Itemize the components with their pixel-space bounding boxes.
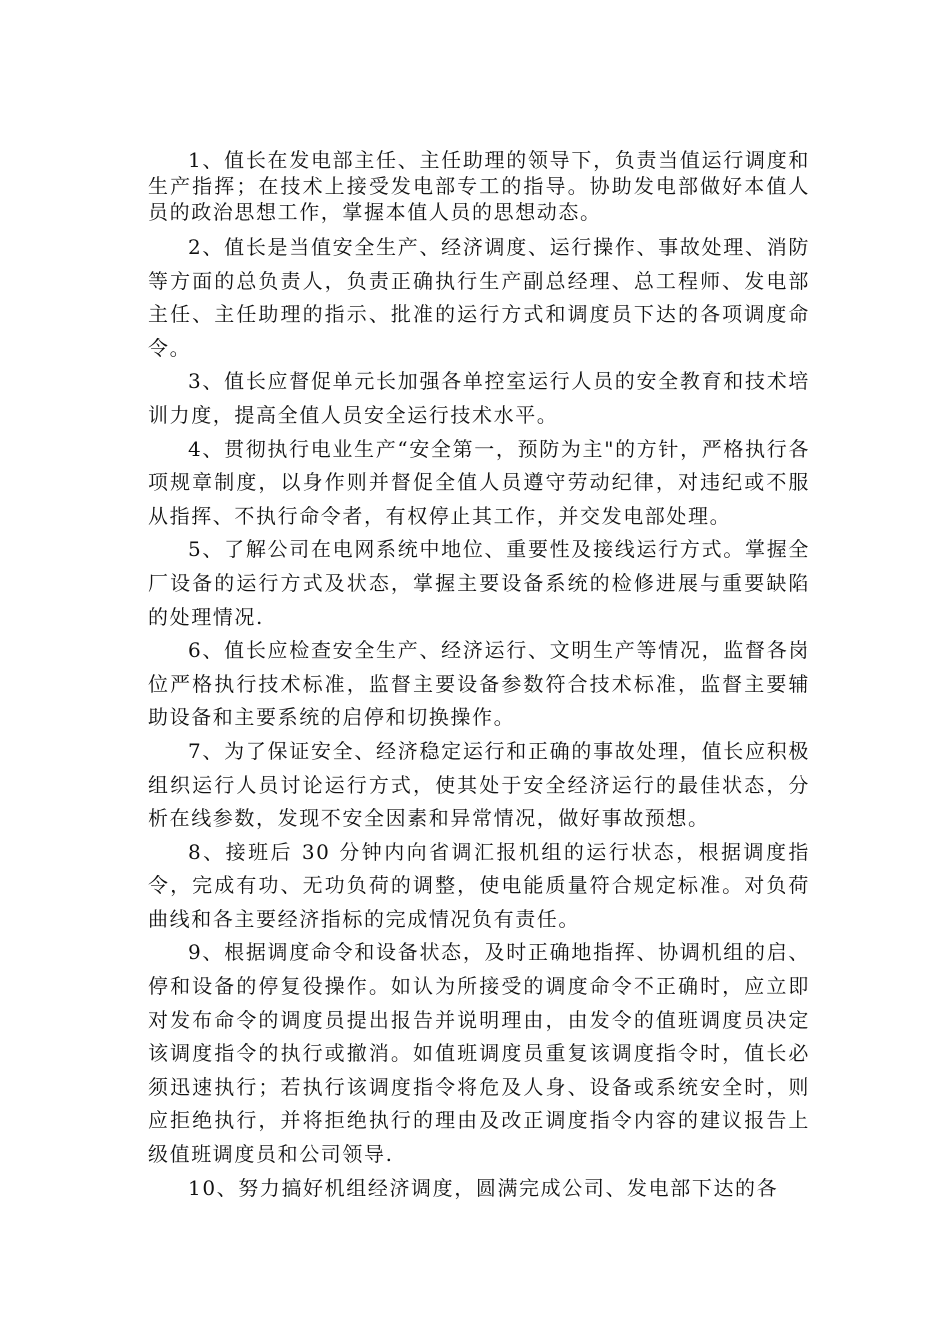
paragraph-7: 7、为了保证安全、经济稳定运行和正确的事故处理，值长应积极组织运行人员讨论运行方式，使其处于安全经济运行的最佳状态，分析在线参数，发现不安全因素和异常情况，做好事故预想。 xyxy=(148,738,810,831)
paragraph-3: 3、值长应督促单元长加强各单控室运行人员的安全教育和技术培训力度，提高全值人员安全运行技术水平。 xyxy=(148,369,810,427)
paragraph-6: 6、值长应检查安全生产、经济运行、文明生产等情况，监督各岗位严格执行技术标准，监督主要设备参数符合技术标准，监督主要辅助设备和主要系统的启停和切换操作。 xyxy=(148,638,810,730)
paragraph-8: 8、接班后 30 分钟内向省调汇报机组的运行状态，根据调度指令，完成有功、无功负荷的调整，使电能质量符合规定标准。对负荷曲线和各主要经济指标的完成情况负有责任。 xyxy=(148,839,810,931)
paragraph-1: 1、值长在发电部主任、主任助理的领导下，负责当值运行调度和生产指挥；在技术上接受发电部专工的指导。协助发电部做好本值人员的政治思想工作，掌握本值人员的思想动态。 xyxy=(148,148,810,224)
paragraph-4: 4、贯彻执行电业生产“安全第一，预防为主"的方针，严格执行各项规章制度，以身作则并督促全值人员遵守劳动纪律，对违纪或不服从指挥、不执行命令者，有权停止其工作，并交发电部处理。 xyxy=(148,436,810,528)
document-body xyxy=(148,147,810,1205)
paragraph-9: 9、根据调度命令和设备状态，及时正确地指挥、协调机组的启、停和设备的停复役操作。如认为所接受的调度命令不正确时，应立即对发布命令的调度员提出报告并说明理由，由发令的值班调度员决定该调度指令的执行或撤消。如值班调度员重复该调度指令时，值长必须迅速执行；若执行该调度指令将危及人身、设备或系统安全时，则应拒绝执行，并将拒绝执行的理由及改正调度指令内容的建议报告上级值班调度员和公司领导. xyxy=(148,940,810,1167)
paragraph-2: 2、值长是当值安全生产、经济调度、运行操作、事故处理、消防等方面的总负责人，负责正确执行生产副总经理、总工程师、发电部主任、主任助理的指示、批准的运行方式和调度员下达的各项调度命令。 xyxy=(148,235,810,360)
paragraph-10: 10、努力搞好机组经济调度，圆满完成公司、发电部下达的各 xyxy=(188,1175,779,1200)
paragraph-5: 5、了解公司在电网系统中地位、重要性及接线运行方式。掌握全厂设备的运行方式及状态，掌握主要设备系统的检修进展与重要缺陷的处理情况. xyxy=(148,537,810,629)
